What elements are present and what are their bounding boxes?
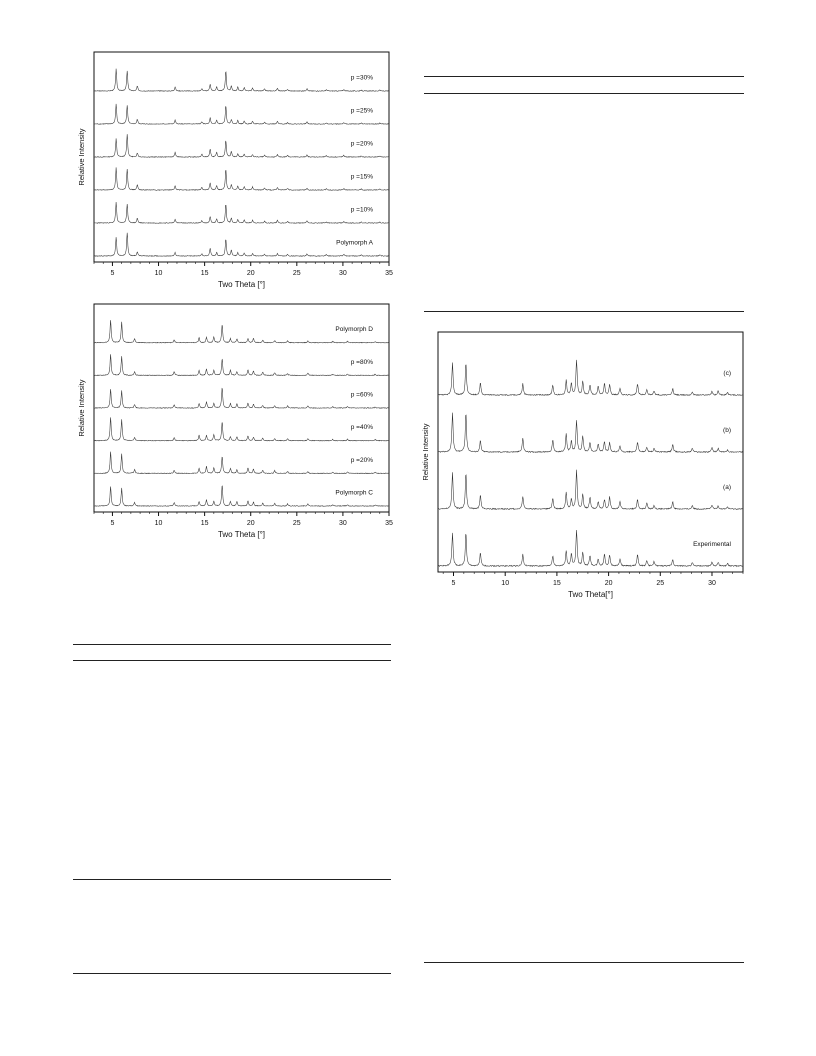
series-label: p =80% (350, 358, 373, 366)
table-extra-rule-left (73, 973, 391, 974)
x-tick-label: 30 (339, 520, 347, 527)
table-bottom-rule-right (424, 311, 744, 312)
xrd-chart-simulated-vs-experimental (421, 328, 747, 599)
table-header-rule-left (73, 660, 391, 661)
y-axis-label: Relative Intensity (421, 423, 430, 481)
series-label: (a) (723, 484, 731, 492)
x-tick-label: 15 (552, 580, 561, 587)
bottom-rule-right (424, 962, 744, 963)
series-trace (94, 417, 389, 441)
series-trace (94, 134, 389, 157)
x-axis-label: Two Theta [°] (217, 280, 266, 289)
y-axis-label: Relative Intensity (77, 379, 86, 437)
x-tick-label: 20 (246, 520, 255, 527)
series-trace (94, 354, 389, 375)
series-label: p =40% (350, 424, 373, 432)
series-trace (94, 167, 389, 190)
series-label: p =20% (350, 456, 373, 464)
series-label: Polymorph C (335, 489, 373, 497)
x-tick-label: 30 (708, 580, 716, 587)
x-tick-label: 15 (200, 270, 209, 277)
table-bottom-rule-left (73, 879, 391, 880)
x-tick-label: 35 (385, 270, 393, 277)
series-trace (438, 413, 743, 453)
xrd-chart-polymorph-c-d (70, 300, 395, 540)
series-trace (94, 69, 389, 92)
x-tick-label: 35 (385, 520, 393, 527)
x-axis-label: Two Theta [°] (217, 530, 266, 539)
x-tick-label: 20 (604, 580, 613, 587)
series-label: p =30% (350, 74, 373, 82)
x-axis-label: Two Theta[°] (568, 590, 613, 599)
table-top-rule-left (73, 644, 391, 645)
x-tick-label: 15 (200, 520, 209, 527)
x-tick-label: 5 (110, 520, 115, 527)
x-tick-label: 10 (501, 580, 510, 587)
series-trace (438, 470, 743, 510)
y-axis-label: Relative Intensity (77, 128, 86, 186)
series-trace (94, 452, 389, 474)
series-trace (94, 104, 389, 124)
series-label: p =20% (350, 140, 373, 148)
series-label: p =60% (350, 391, 373, 399)
series-trace (94, 202, 389, 223)
x-tick-label: 5 (451, 580, 456, 587)
x-tick-label: 10 (154, 520, 163, 527)
x-tick-label: 25 (656, 580, 665, 587)
series-label: (b) (723, 427, 731, 435)
x-tick-label: 30 (339, 270, 347, 277)
series-label: p =15% (350, 173, 373, 181)
x-tick-label: 25 (292, 520, 301, 527)
series-label: Polymorph D (335, 326, 373, 334)
plot-frame (94, 52, 389, 262)
series-label: p =10% (350, 206, 373, 214)
series-label: Polymorph A (336, 239, 373, 247)
table-top-rule-right (424, 76, 744, 77)
series-trace (438, 360, 743, 396)
series-trace (438, 530, 743, 567)
table-header-rule-right (424, 93, 744, 94)
series-label: p =25% (350, 107, 373, 115)
x-tick-label: 25 (292, 270, 301, 277)
series-trace (94, 388, 389, 408)
x-tick-label: 10 (154, 270, 163, 277)
series-label: (c) (723, 370, 731, 378)
x-tick-label: 5 (110, 270, 115, 277)
x-tick-label: 20 (246, 270, 255, 277)
xrd-chart-polymorph-a (70, 48, 395, 288)
series-label: Experimental (693, 541, 731, 549)
